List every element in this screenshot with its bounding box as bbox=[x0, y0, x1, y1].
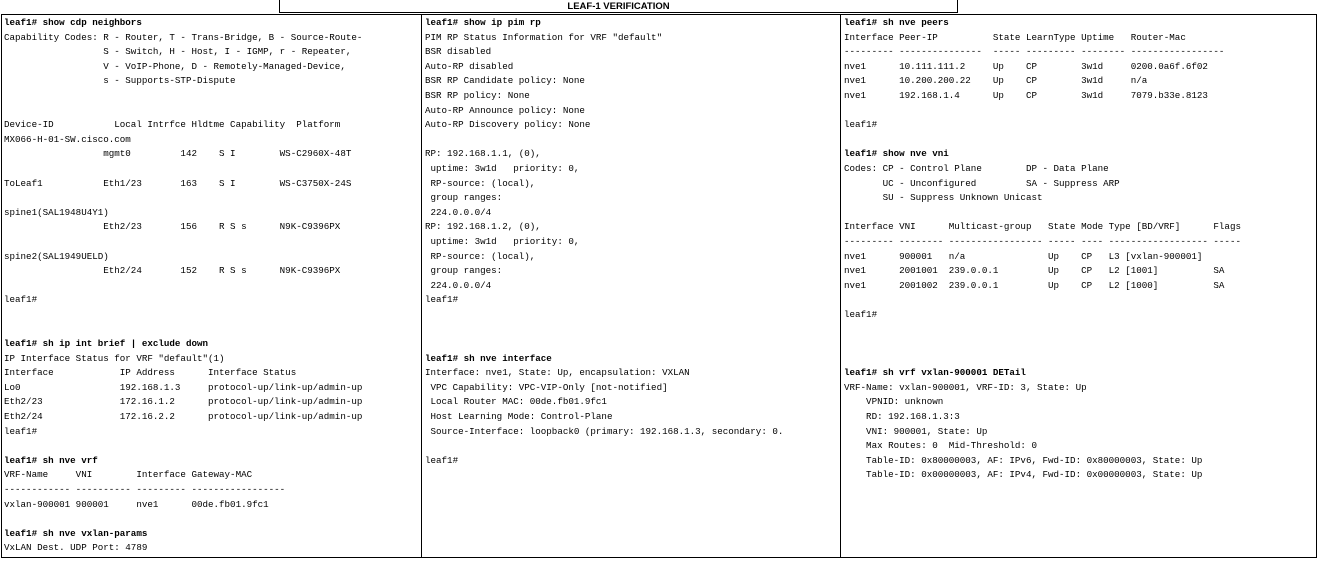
cli-output-line: group ranges: bbox=[425, 265, 503, 277]
cli-output-line: VxLAN Dest. UDP Port: 4789 bbox=[4, 542, 148, 554]
cli-output-line: leaf1# bbox=[4, 425, 38, 437]
cli-output-line bbox=[4, 439, 420, 454]
cli-output-line: IP Interface Status for VRF "default"(1) bbox=[4, 352, 225, 364]
cli-command-line: leaf1# show nve vni bbox=[844, 148, 949, 160]
column-divider bbox=[421, 14, 422, 558]
cli-output-line bbox=[4, 512, 420, 527]
cli-output-line: leaf1# bbox=[844, 119, 878, 131]
cli-output-line: VNI: 900001, State: Up bbox=[844, 425, 988, 437]
cli-output-line bbox=[4, 162, 420, 177]
cli-output-line: Local Router MAC: 00de.fb01.9fc1 bbox=[425, 396, 607, 408]
cli-output-line: leaf1# bbox=[425, 454, 459, 466]
cli-output-line: uptime: 3w1d priority: 0, bbox=[425, 162, 580, 174]
cli-output-line bbox=[844, 133, 1314, 148]
cli-output-line: Interface Peer-IP State LearnType Uptime Router-Mac bbox=[844, 31, 1186, 43]
cli-output-line: Interface VNI Multicast-group State Mode Type [BD/VRF] Flags bbox=[844, 221, 1241, 233]
cli-output-column-middle bbox=[425, 16, 838, 557]
cli-output-line: BSR RP Candidate policy: None bbox=[425, 75, 585, 87]
cli-output-line bbox=[844, 293, 1314, 308]
cli-output-line: Auto-RP Discovery policy: None bbox=[425, 119, 591, 131]
cli-output-line bbox=[425, 133, 838, 148]
cli-output-line: Table-ID: 0x00000003, AF: IPv4, Fwd-ID: 0x00000003, State: Up bbox=[844, 469, 1203, 481]
cli-output-column-left bbox=[4, 16, 420, 557]
cli-output-line bbox=[844, 352, 1314, 367]
cli-output-line bbox=[4, 89, 420, 104]
cli-output-line: uptime: 3w1d priority: 0, bbox=[425, 235, 580, 247]
cli-output-line: Eth2/23 156 R S s N9K-C9396PX bbox=[4, 221, 341, 233]
cli-output-line: MX066-H-01-SW.cisco.com bbox=[4, 133, 131, 145]
cli-command-line: leaf1# sh ip int brief | exclude down bbox=[4, 338, 208, 350]
cli-output-line bbox=[4, 279, 420, 294]
page-title: LEAF-1 VERIFICATION bbox=[279, 0, 958, 13]
cli-output-line: RP: 192.168.1.2, (0), bbox=[425, 221, 541, 233]
cli-output-line: leaf1# bbox=[425, 294, 459, 306]
cli-output-column-right bbox=[844, 16, 1314, 557]
cli-output-line: s - Supports-STP-Dispute bbox=[4, 75, 236, 87]
cli-output-line bbox=[425, 308, 838, 323]
cli-output-line bbox=[425, 322, 838, 337]
cli-output-line: Interface: nve1, State: Up, encapsulation: VXLAN bbox=[425, 367, 690, 379]
cli-output-line: VPNID: unknown bbox=[844, 396, 944, 408]
cli-output-line: Interface IP Address Interface Status bbox=[4, 367, 297, 379]
cli-command-line: leaf1# show cdp neighbors bbox=[4, 17, 142, 28]
cli-output-line: Device-ID Local Intrfce Hldtme Capability Platform bbox=[4, 119, 341, 131]
cli-output-line: spine2(SAL1949UELD) bbox=[4, 250, 109, 262]
cli-output-line bbox=[844, 337, 1314, 352]
cli-output-line: group ranges: bbox=[425, 192, 503, 204]
cli-output-line: mgmt0 142 S I WS-C2960X-48T bbox=[4, 148, 352, 160]
cli-output-line: ------------ ---------- --------- ----------------- bbox=[4, 484, 286, 495]
cli-output-line: Eth2/24 152 R S s N9K-C9396PX bbox=[4, 265, 341, 277]
cli-output-line: --------- --------------- ----- --------- -------- ----------------- bbox=[844, 46, 1225, 58]
cli-output-line: UC - Unconfigured SA - Suppress ARP bbox=[844, 177, 1120, 189]
cli-output-line bbox=[844, 322, 1314, 337]
cli-output-line: Max Routes: 0 Mid-Threshold: 0 bbox=[844, 440, 1037, 452]
cli-output-line: BSR RP policy: None bbox=[425, 89, 530, 101]
cli-output-line bbox=[844, 104, 1314, 119]
cli-output-line: Eth2/24 172.16.2.2 protocol-up/link-up/admin-up bbox=[4, 411, 363, 423]
cli-output-line: V - VoIP-Phone, D - Remotely-Managed-Device, bbox=[4, 60, 346, 72]
cli-output-line: nve1 2001001 239.0.0.1 Up CP L2 [1001] SA bbox=[844, 265, 1225, 277]
cli-output-line: spine1(SAL1948U4Y1) bbox=[4, 206, 109, 218]
cli-command-line: leaf1# sh nve peers bbox=[844, 17, 949, 28]
cli-output-line: Lo0 192.168.1.3 protocol-up/link-up/admin-up bbox=[4, 381, 363, 393]
cli-output-line: VPC Capability: VPC-VIP-Only [not-notified] bbox=[425, 381, 668, 393]
cli-output-line: nve1 192.168.1.4 Up CP 3w1d 7079.b33e.8123 bbox=[844, 89, 1208, 101]
cli-output-line: Auto-RP disabled bbox=[425, 60, 514, 72]
cli-output-line: 224.0.0.0/4 bbox=[425, 206, 492, 218]
cli-output-line: RD: 192.168.1.3:3 bbox=[844, 411, 960, 423]
cli-output-line: PIM RP Status Information for VRF "default" bbox=[425, 31, 663, 43]
cli-output-line: nve1 900001 n/a Up CP L3 [vxlan-900001] bbox=[844, 250, 1203, 262]
cli-output-line bbox=[844, 206, 1314, 221]
cli-output-line bbox=[4, 104, 420, 119]
cli-output-line: ToLeaf1 Eth1/23 163 S I WS-C3750X-24S bbox=[4, 177, 352, 189]
cli-output-line bbox=[4, 308, 420, 323]
cli-output-line: RP-source: (local), bbox=[425, 177, 536, 189]
cli-output-line: --------- -------- ----------------- ----- ---- ------------------ ----- bbox=[844, 235, 1241, 247]
cli-command-line: leaf1# sh nve interface bbox=[425, 352, 552, 364]
cli-command-line: leaf1# sh nve vrf bbox=[4, 454, 98, 466]
cli-command-line: leaf1# sh vrf vxlan-900001 DETail bbox=[844, 367, 1026, 379]
cli-output-line: nve1 2001002 239.0.0.1 Up CP L2 [1000] SA bbox=[844, 279, 1225, 291]
cli-output-line: BSR disabled bbox=[425, 46, 492, 58]
cli-output-line: VRF-Name: vxlan-900001, VRF-ID: 3, State: Up bbox=[844, 381, 1087, 393]
cli-output-line bbox=[425, 439, 838, 454]
cli-output-line: Eth2/23 172.16.1.2 protocol-up/link-up/admin-up bbox=[4, 396, 363, 408]
cli-output-line: nve1 10.111.111.2 Up CP 3w1d 0200.0a6f.6f02 bbox=[844, 60, 1208, 72]
cli-output-line: Host Learning Mode: Control-Plane bbox=[425, 411, 613, 423]
cli-output-line bbox=[425, 337, 838, 352]
cli-command-line: leaf1# show ip pim rp bbox=[425, 17, 541, 28]
cli-output-line: vxlan-900001 900001 nve1 00de.fb01.9fc1 bbox=[4, 498, 269, 510]
cli-output-line bbox=[4, 235, 420, 250]
cli-output-line: leaf1# bbox=[844, 308, 878, 320]
column-divider bbox=[840, 14, 841, 558]
cli-output-line: Capability Codes: R - Router, T - Trans-Bridge, B - Source-Route- bbox=[4, 31, 363, 43]
cli-output-line: Source-Interface: loopback0 (primary: 192.168.1.3, secondary: 0. bbox=[425, 425, 784, 437]
cli-output-line bbox=[4, 322, 420, 337]
cli-output-line: SU - Suppress Unknown Unicast bbox=[844, 192, 1043, 204]
cli-command-line: leaf1# sh nve vxlan-params bbox=[4, 527, 148, 539]
cli-output-line: leaf1# bbox=[4, 294, 38, 306]
cli-output-line: 224.0.0.0/4 bbox=[425, 279, 492, 291]
cli-output-line: RP: 192.168.1.1, (0), bbox=[425, 148, 541, 160]
cli-output-line: S - Switch, H - Host, I - IGMP, r - Repeater, bbox=[4, 46, 352, 58]
cli-output-line: Table-ID: 0x80000003, AF: IPv6, Fwd-ID: 0x80000003, State: Up bbox=[844, 454, 1203, 466]
cli-output-line bbox=[4, 191, 420, 206]
cli-output-line: VRF-Name VNI Interface Gateway-MAC bbox=[4, 469, 253, 481]
cli-output-line: RP-source: (local), bbox=[425, 250, 536, 262]
cli-output-line: Auto-RP Announce policy: None bbox=[425, 104, 585, 116]
cli-output-line: Codes: CP - Control Plane DP - Data Plane bbox=[844, 162, 1109, 174]
cli-output-line: nve1 10.200.200.22 Up CP 3w1d n/a bbox=[844, 75, 1148, 87]
